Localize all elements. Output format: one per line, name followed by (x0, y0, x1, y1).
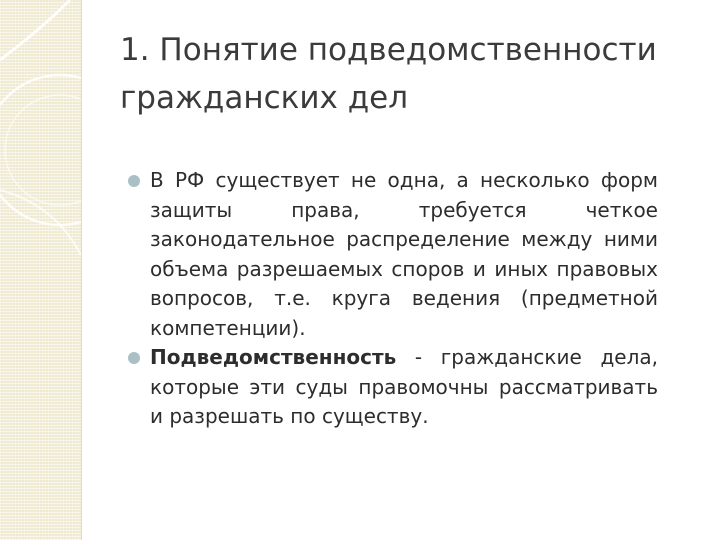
bullet-item-2 (128, 343, 658, 432)
bullet-list (128, 166, 658, 432)
bullet-text: В РФ существует не одна, а несколько форм защиты права, требуется четкое законодательное распределение между ними объема разрешаемых споров и иных правовых вопросов, т.е. круга ведения (предметной компетенции). (150, 168, 658, 340)
slide-title: 1. Понятие подведомственности гражданских дел (120, 32, 657, 116)
bullet-text: - гражданские дела, которые эти суды правомочны рассматривать и разрешать по существу. (150, 345, 658, 428)
side-panel-divider (81, 0, 82, 540)
bullet-term: Подведомственность (150, 345, 397, 369)
decorative-arcs-icon (0, 0, 81, 540)
bullet-dot-icon (128, 352, 140, 364)
decorative-side-panel (0, 0, 81, 540)
bullet-dot-icon (128, 175, 140, 187)
bullet-item-1 (128, 166, 658, 343)
